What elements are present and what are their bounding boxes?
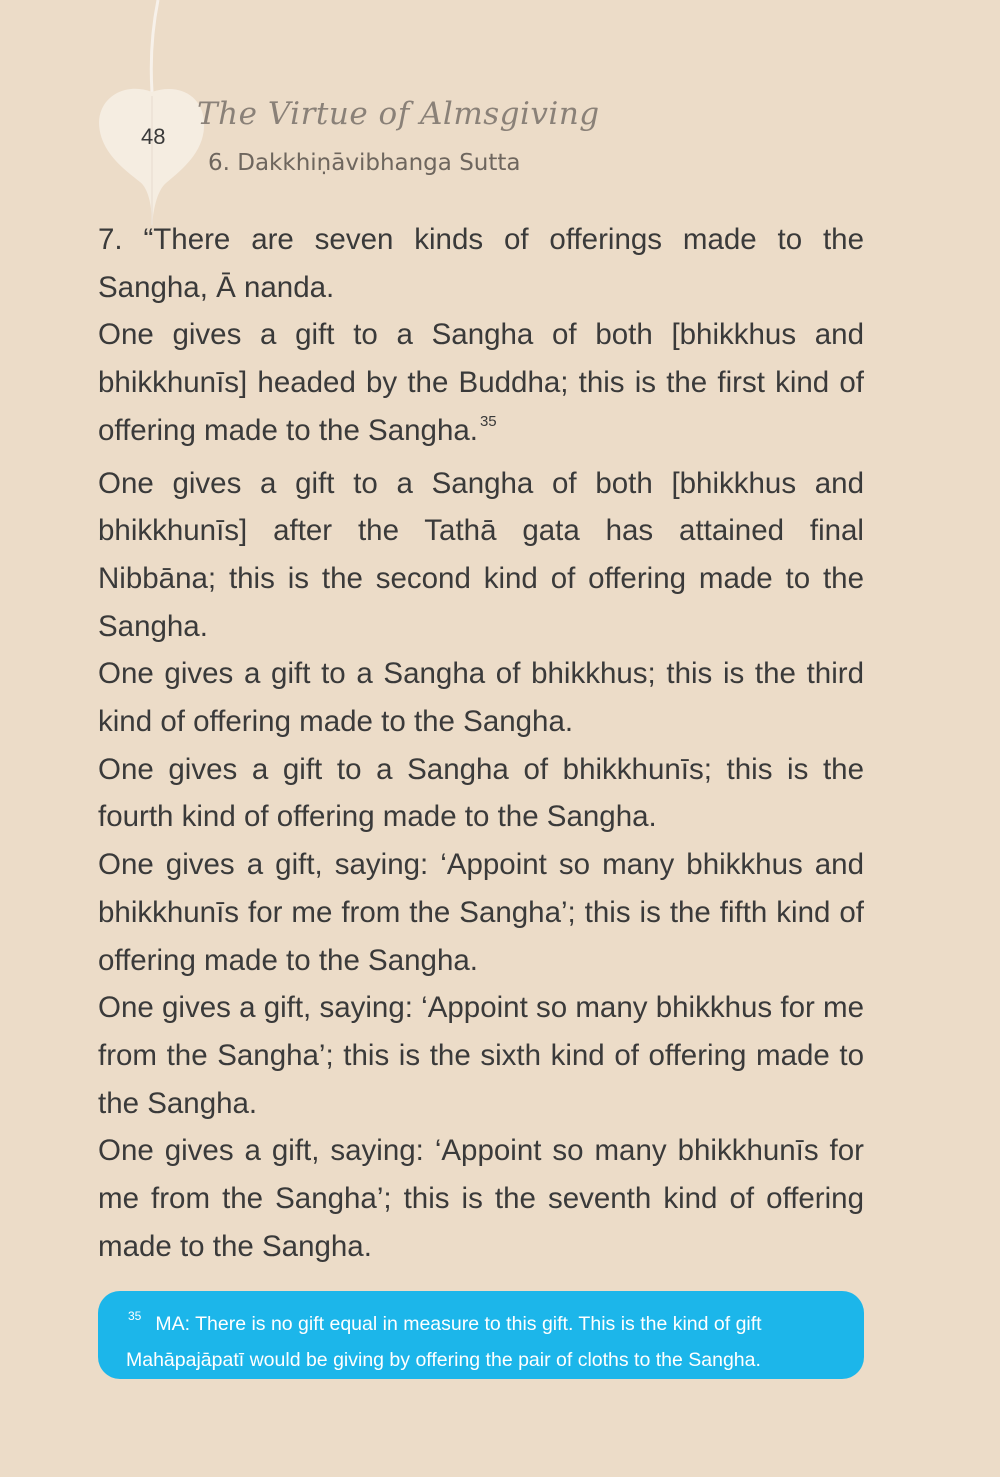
paragraph-text: One gives a gift to a Sangha of both [bhikkhus and bhikkhunīs] headed by the Buddha; this is the first kind of offering made to the Sangha. xyxy=(98,318,864,447)
book-title: The Virtue of Almsgiving xyxy=(197,96,600,132)
paragraph: One gives a gift, saying: ‘Appoint so many bhikkhus and bhikkhunīs for me from the Sangha’; this is the fifth kind of offering made to the Sangha. xyxy=(98,848,864,977)
paragraph: One gives a gift to a Sangha of bhikkhus; this is the third kind of offering made to the Sangha. xyxy=(98,657,864,739)
paragraph: One gives a gift to a Sangha of both [bhikkhus and bhikkhunīs] after the Tathā gata has attained final Nibbāna; this is the second kind of offering made to the Sangha. xyxy=(98,466,864,643)
paragraph: One gives a gift, saying: ‘Appoint so many bhikkhus for me from the Sangha’; this is the sixth kind of offering made to the Sangha. xyxy=(98,991,864,1120)
paragraph: One gives a gift to a Sangha of bhikkhunīs; this is the fourth kind of offering made to the Sangha. xyxy=(98,752,864,834)
body-text xyxy=(98,216,864,1270)
page-number: 48 xyxy=(141,124,166,149)
paragraph xyxy=(98,311,864,459)
footnote-reference: 35 xyxy=(479,412,497,430)
paragraph: One gives a gift, saying: ‘Appoint so many bhikkhunīs for me from the Sangha’; this is the seventh kind of offering made to the Sangha. xyxy=(98,1134,864,1263)
paragraph: 7. “There are seven kinds of offerings made to the Sangha, Ā nanda. xyxy=(98,223,864,304)
footnote-text: MA: There is no gift equal in measure to this gift. This is the kind of gift Mahāpajāpatī would be giving by offering the pair of cloths to the Sangha. xyxy=(126,1313,762,1371)
footnote-number: 35 xyxy=(128,1309,142,1323)
chapter-title: 6. Dakkhiṇāvibhanga Sutta xyxy=(208,150,521,176)
footnote-box xyxy=(98,1291,864,1379)
